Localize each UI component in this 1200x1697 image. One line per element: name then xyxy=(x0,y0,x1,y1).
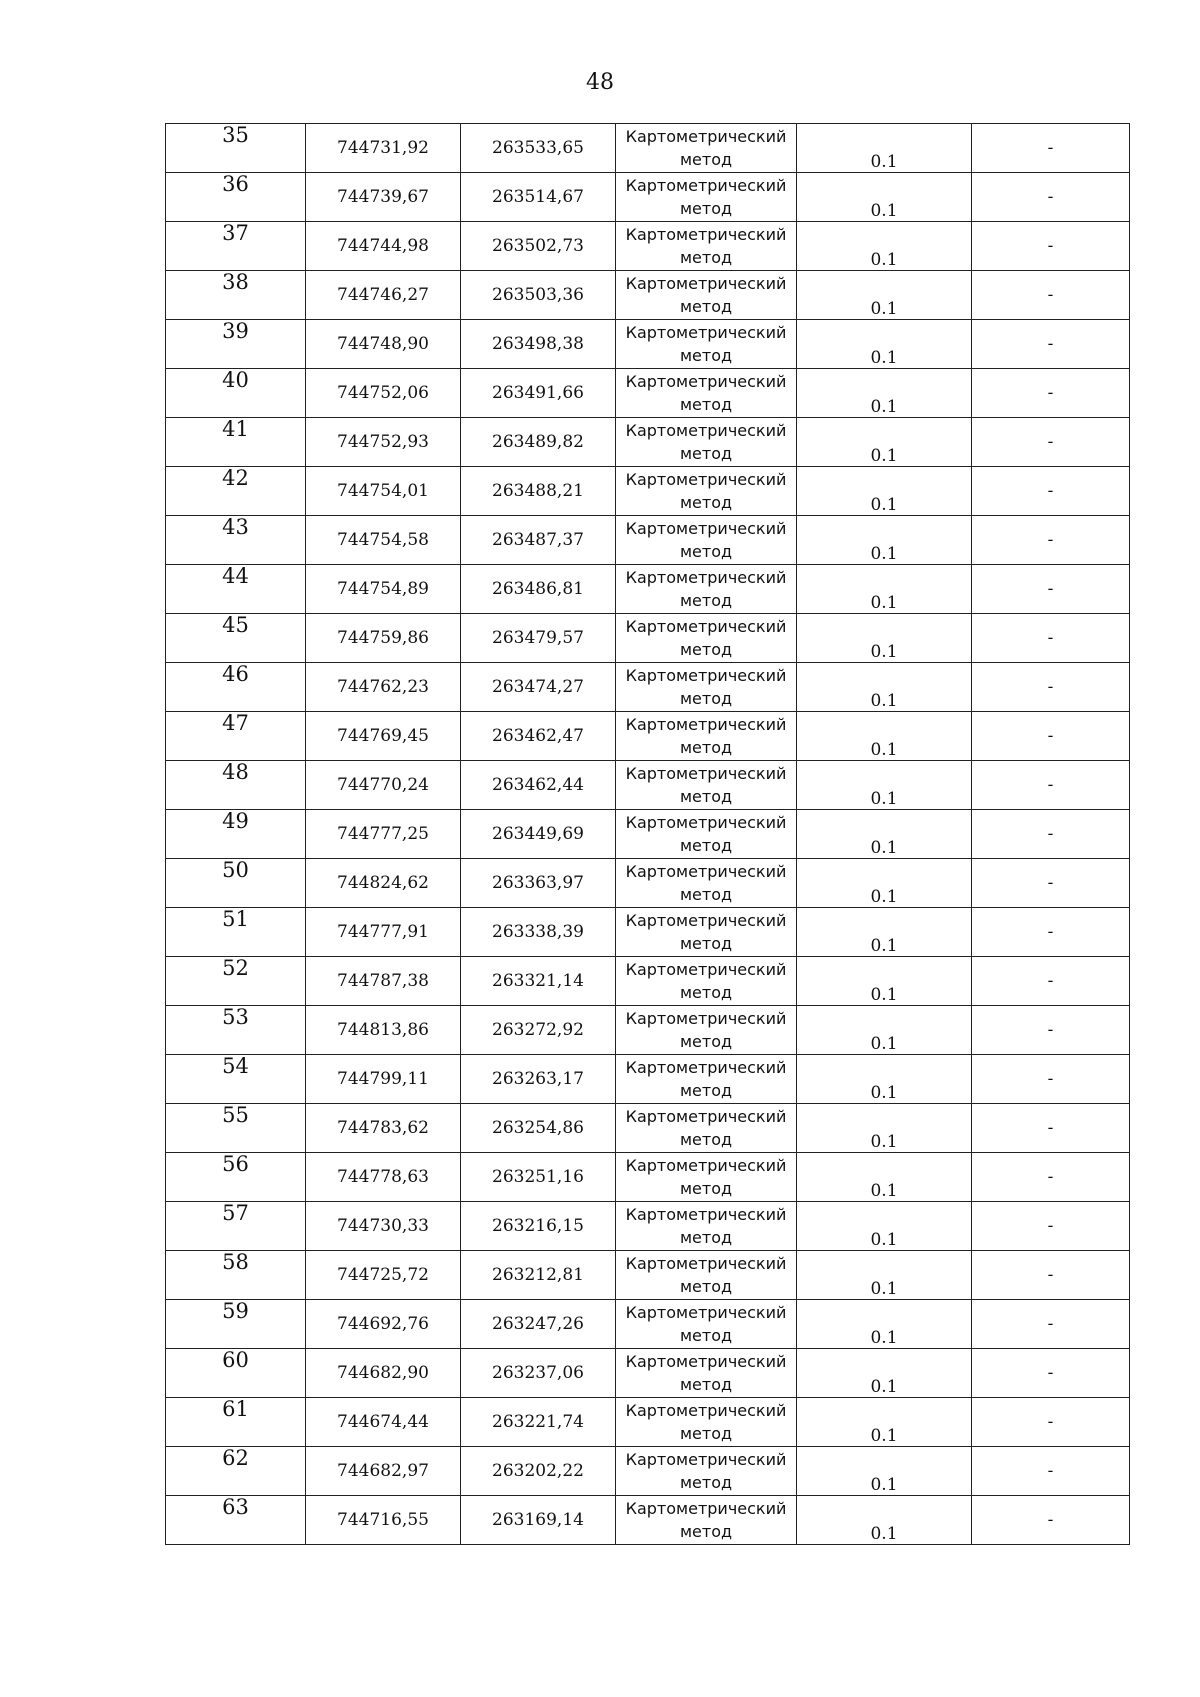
table-row xyxy=(166,761,1130,810)
method-cell xyxy=(616,1104,797,1153)
accuracy-cell: 0.1 xyxy=(797,1202,972,1251)
method-line-1: Картометрический xyxy=(625,470,787,489)
method-line-1: Картометрический xyxy=(625,323,787,342)
note-cell: - xyxy=(972,957,1130,1006)
y-coordinate-cell: 263169,14 xyxy=(461,1496,616,1545)
y-coordinate-cell: 263212,81 xyxy=(461,1251,616,1300)
table-row xyxy=(166,859,1130,908)
method-line-2: метод xyxy=(679,1228,733,1247)
note-cell: - xyxy=(972,565,1130,614)
table-row xyxy=(166,173,1130,222)
y-coordinate-cell: 263488,21 xyxy=(461,467,616,516)
x-coordinate-cell: 744748,90 xyxy=(306,320,461,369)
x-coordinate-cell: 744762,23 xyxy=(306,663,461,712)
table-row xyxy=(166,1251,1130,1300)
method-line-1: Картометрический xyxy=(625,1107,787,1126)
method-line-2: метод xyxy=(679,150,733,169)
accuracy-cell: 0.1 xyxy=(797,173,972,222)
method-line-1: Картометрический xyxy=(625,1254,787,1273)
accuracy-cell: 0.1 xyxy=(797,467,972,516)
accuracy-cell: 0.1 xyxy=(797,369,972,418)
point-number-cell: 58 xyxy=(166,1251,306,1300)
method-cell xyxy=(616,467,797,516)
method-line-2: метод xyxy=(679,1375,733,1394)
x-coordinate-cell: 744799,11 xyxy=(306,1055,461,1104)
note-cell: - xyxy=(972,614,1130,663)
method-line-2: метод xyxy=(679,1032,733,1051)
table-row xyxy=(166,1153,1130,1202)
method-cell xyxy=(616,516,797,565)
method-line-2: метод xyxy=(679,640,733,659)
y-coordinate-cell: 263247,26 xyxy=(461,1300,616,1349)
method-line-1: Картометрический xyxy=(625,1058,787,1077)
y-coordinate-cell: 263263,17 xyxy=(461,1055,616,1104)
point-number-cell: 44 xyxy=(166,565,306,614)
method-cell xyxy=(616,173,797,222)
note-cell: - xyxy=(972,1006,1130,1055)
method-cell xyxy=(616,1153,797,1202)
point-number-cell: 37 xyxy=(166,222,306,271)
method-line-1: Картометрический xyxy=(625,813,787,832)
y-coordinate-cell: 263491,66 xyxy=(461,369,616,418)
method-line-2: метод xyxy=(679,738,733,757)
point-number-cell: 36 xyxy=(166,173,306,222)
x-coordinate-cell: 744770,24 xyxy=(306,761,461,810)
table-row xyxy=(166,271,1130,320)
point-number-cell: 48 xyxy=(166,761,306,810)
method-line-1: Картометрический xyxy=(625,911,787,930)
table-row xyxy=(166,467,1130,516)
accuracy-cell: 0.1 xyxy=(797,1104,972,1153)
accuracy-cell: 0.1 xyxy=(797,222,972,271)
method-line-1: Картометрический xyxy=(625,421,787,440)
y-coordinate-cell: 263449,69 xyxy=(461,810,616,859)
table-row xyxy=(166,712,1130,761)
x-coordinate-cell: 744682,97 xyxy=(306,1447,461,1496)
method-cell xyxy=(616,1349,797,1398)
table-row xyxy=(166,810,1130,859)
x-coordinate-cell: 744813,86 xyxy=(306,1006,461,1055)
method-cell xyxy=(616,614,797,663)
y-coordinate-cell: 263251,16 xyxy=(461,1153,616,1202)
y-coordinate-cell: 263503,36 xyxy=(461,271,616,320)
method-cell xyxy=(616,565,797,614)
accuracy-cell: 0.1 xyxy=(797,565,972,614)
table-row xyxy=(166,1006,1130,1055)
note-cell: - xyxy=(972,418,1130,467)
table-row xyxy=(166,1447,1130,1496)
method-line-1: Картометрический xyxy=(625,176,787,195)
y-coordinate-cell: 263321,14 xyxy=(461,957,616,1006)
y-coordinate-cell: 263486,81 xyxy=(461,565,616,614)
x-coordinate-cell: 744674,44 xyxy=(306,1398,461,1447)
y-coordinate-cell: 263514,67 xyxy=(461,173,616,222)
method-line-1: Картометрический xyxy=(625,1205,787,1224)
x-coordinate-cell: 744716,55 xyxy=(306,1496,461,1545)
table-row xyxy=(166,957,1130,1006)
accuracy-cell: 0.1 xyxy=(797,663,972,712)
accuracy-cell: 0.1 xyxy=(797,1447,972,1496)
note-cell: - xyxy=(972,320,1130,369)
y-coordinate-cell: 263479,57 xyxy=(461,614,616,663)
table-row xyxy=(166,1496,1130,1545)
accuracy-cell: 0.1 xyxy=(797,1300,972,1349)
x-coordinate-cell: 744777,25 xyxy=(306,810,461,859)
table-row xyxy=(166,124,1130,173)
method-cell xyxy=(616,810,797,859)
x-coordinate-cell: 744754,89 xyxy=(306,565,461,614)
x-coordinate-cell: 744731,92 xyxy=(306,124,461,173)
method-line-1: Картометрический xyxy=(625,960,787,979)
x-coordinate-cell: 744730,33 xyxy=(306,1202,461,1251)
note-cell: - xyxy=(972,516,1130,565)
x-coordinate-cell: 744725,72 xyxy=(306,1251,461,1300)
method-line-1: Картометрический xyxy=(625,274,787,293)
x-coordinate-cell: 744777,91 xyxy=(306,908,461,957)
point-number-cell: 56 xyxy=(166,1153,306,1202)
x-coordinate-cell: 744759,86 xyxy=(306,614,461,663)
point-number-cell: 46 xyxy=(166,663,306,712)
point-number-cell: 54 xyxy=(166,1055,306,1104)
method-line-2: метод xyxy=(679,1277,733,1296)
table-row xyxy=(166,565,1130,614)
note-cell: - xyxy=(972,859,1130,908)
y-coordinate-cell: 263489,82 xyxy=(461,418,616,467)
y-coordinate-cell: 263363,97 xyxy=(461,859,616,908)
method-line-1: Картометрический xyxy=(625,1352,787,1371)
table-row xyxy=(166,614,1130,663)
method-cell xyxy=(616,1300,797,1349)
method-line-1: Картометрический xyxy=(625,1401,787,1420)
note-cell: - xyxy=(972,810,1130,859)
note-cell: - xyxy=(972,908,1130,957)
method-cell xyxy=(616,1055,797,1104)
y-coordinate-cell: 263498,38 xyxy=(461,320,616,369)
accuracy-cell: 0.1 xyxy=(797,320,972,369)
accuracy-cell: 0.1 xyxy=(797,712,972,761)
point-number-cell: 39 xyxy=(166,320,306,369)
method-line-1: Картометрический xyxy=(625,617,787,636)
point-number-cell: 41 xyxy=(166,418,306,467)
x-coordinate-cell: 744692,76 xyxy=(306,1300,461,1349)
table-row xyxy=(166,1349,1130,1398)
table-row xyxy=(166,1055,1130,1104)
method-line-1: Картометрический xyxy=(625,1156,787,1175)
method-line-2: метод xyxy=(679,885,733,904)
x-coordinate-cell: 744783,62 xyxy=(306,1104,461,1153)
method-cell xyxy=(616,369,797,418)
point-number-cell: 45 xyxy=(166,614,306,663)
y-coordinate-cell: 263502,73 xyxy=(461,222,616,271)
method-line-1: Картометрический xyxy=(625,1303,787,1322)
note-cell: - xyxy=(972,1349,1130,1398)
method-cell xyxy=(616,908,797,957)
table-row xyxy=(166,222,1130,271)
method-line-2: метод xyxy=(679,395,733,414)
method-line-2: метод xyxy=(679,591,733,610)
method-cell xyxy=(616,1447,797,1496)
accuracy-cell: 0.1 xyxy=(797,1055,972,1104)
x-coordinate-cell: 744739,67 xyxy=(306,173,461,222)
point-number-cell: 49 xyxy=(166,810,306,859)
y-coordinate-cell: 263216,15 xyxy=(461,1202,616,1251)
method-line-2: метод xyxy=(679,248,733,267)
table-row xyxy=(166,1300,1130,1349)
method-line-2: метод xyxy=(679,346,733,365)
accuracy-cell: 0.1 xyxy=(797,810,972,859)
accuracy-cell: 0.1 xyxy=(797,1496,972,1545)
y-coordinate-cell: 263254,86 xyxy=(461,1104,616,1153)
method-line-2: метод xyxy=(679,1326,733,1345)
accuracy-cell: 0.1 xyxy=(797,614,972,663)
note-cell: - xyxy=(972,1055,1130,1104)
accuracy-cell: 0.1 xyxy=(797,271,972,320)
table-row xyxy=(166,908,1130,957)
y-coordinate-cell: 263462,44 xyxy=(461,761,616,810)
x-coordinate-cell: 744682,90 xyxy=(306,1349,461,1398)
table-row xyxy=(166,663,1130,712)
accuracy-cell: 0.1 xyxy=(797,1251,972,1300)
method-line-2: метод xyxy=(679,787,733,806)
method-line-1: Картометрический xyxy=(625,666,787,685)
method-line-2: метод xyxy=(679,836,733,855)
method-line-2: метод xyxy=(679,1424,733,1443)
table-row xyxy=(166,1202,1130,1251)
note-cell: - xyxy=(972,1398,1130,1447)
method-line-1: Картометрический xyxy=(625,568,787,587)
point-number-cell: 52 xyxy=(166,957,306,1006)
point-number-cell: 62 xyxy=(166,1447,306,1496)
accuracy-cell: 0.1 xyxy=(797,1349,972,1398)
coordinates-table-body xyxy=(166,124,1130,1545)
point-number-cell: 59 xyxy=(166,1300,306,1349)
method-cell xyxy=(616,1251,797,1300)
method-line-1: Картометрический xyxy=(625,1009,787,1028)
note-cell: - xyxy=(972,712,1130,761)
accuracy-cell: 0.1 xyxy=(797,1006,972,1055)
page-number: 48 xyxy=(586,70,614,95)
table-row xyxy=(166,320,1130,369)
point-number-cell: 55 xyxy=(166,1104,306,1153)
x-coordinate-cell: 744744,98 xyxy=(306,222,461,271)
point-number-cell: 42 xyxy=(166,467,306,516)
accuracy-cell: 0.1 xyxy=(797,1398,972,1447)
accuracy-cell: 0.1 xyxy=(797,859,972,908)
method-line-1: Картометрический xyxy=(625,127,787,146)
method-line-2: метод xyxy=(679,1130,733,1149)
note-cell: - xyxy=(972,271,1130,320)
method-line-2: метод xyxy=(679,983,733,1002)
accuracy-cell: 0.1 xyxy=(797,761,972,810)
method-line-2: метод xyxy=(679,1081,733,1100)
note-cell: - xyxy=(972,1300,1130,1349)
table-row xyxy=(166,418,1130,467)
note-cell: - xyxy=(972,1496,1130,1545)
note-cell: - xyxy=(972,1447,1130,1496)
x-coordinate-cell: 744752,93 xyxy=(306,418,461,467)
method-line-1: Картометрический xyxy=(625,1499,787,1518)
note-cell: - xyxy=(972,1202,1130,1251)
x-coordinate-cell: 744824,62 xyxy=(306,859,461,908)
y-coordinate-cell: 263272,92 xyxy=(461,1006,616,1055)
point-number-cell: 50 xyxy=(166,859,306,908)
method-line-1: Картометрический xyxy=(625,715,787,734)
method-cell xyxy=(616,418,797,467)
point-number-cell: 43 xyxy=(166,516,306,565)
method-cell xyxy=(616,761,797,810)
method-line-2: метод xyxy=(679,493,733,512)
method-line-1: Картометрический xyxy=(625,1450,787,1469)
y-coordinate-cell: 263338,39 xyxy=(461,908,616,957)
method-line-2: метод xyxy=(679,1522,733,1541)
point-number-cell: 61 xyxy=(166,1398,306,1447)
accuracy-cell: 0.1 xyxy=(797,418,972,467)
note-cell: - xyxy=(972,222,1130,271)
method-cell xyxy=(616,859,797,908)
x-coordinate-cell: 744754,01 xyxy=(306,467,461,516)
x-coordinate-cell: 744754,58 xyxy=(306,516,461,565)
note-cell: - xyxy=(972,369,1130,418)
method-cell xyxy=(616,271,797,320)
y-coordinate-cell: 263202,22 xyxy=(461,1447,616,1496)
y-coordinate-cell: 263474,27 xyxy=(461,663,616,712)
accuracy-cell: 0.1 xyxy=(797,908,972,957)
method-cell xyxy=(616,957,797,1006)
method-cell xyxy=(616,663,797,712)
accuracy-cell: 0.1 xyxy=(797,1153,972,1202)
note-cell: - xyxy=(972,761,1130,810)
point-number-cell: 60 xyxy=(166,1349,306,1398)
method-line-2: метод xyxy=(679,1179,733,1198)
y-coordinate-cell: 263462,47 xyxy=(461,712,616,761)
table-row xyxy=(166,516,1130,565)
x-coordinate-cell: 744778,63 xyxy=(306,1153,461,1202)
table-row xyxy=(166,1398,1130,1447)
method-line-2: метод xyxy=(679,297,733,316)
accuracy-cell: 0.1 xyxy=(797,957,972,1006)
note-cell: - xyxy=(972,1153,1130,1202)
point-number-cell: 47 xyxy=(166,712,306,761)
method-line-1: Картометрический xyxy=(625,225,787,244)
note-cell: - xyxy=(972,663,1130,712)
accuracy-cell: 0.1 xyxy=(797,516,972,565)
method-cell xyxy=(616,124,797,173)
note-cell: - xyxy=(972,1251,1130,1300)
method-line-2: метод xyxy=(679,689,733,708)
method-cell xyxy=(616,222,797,271)
method-cell xyxy=(616,1006,797,1055)
y-coordinate-cell: 263533,65 xyxy=(461,124,616,173)
method-cell xyxy=(616,1496,797,1545)
note-cell: - xyxy=(972,124,1130,173)
method-cell xyxy=(616,320,797,369)
coordinates-table xyxy=(165,123,1130,1545)
point-number-cell: 40 xyxy=(166,369,306,418)
point-number-cell: 51 xyxy=(166,908,306,957)
point-number-cell: 38 xyxy=(166,271,306,320)
table-row xyxy=(166,369,1130,418)
x-coordinate-cell: 744787,38 xyxy=(306,957,461,1006)
method-line-2: метод xyxy=(679,934,733,953)
method-line-2: метод xyxy=(679,1473,733,1492)
note-cell: - xyxy=(972,173,1130,222)
method-cell xyxy=(616,1398,797,1447)
method-cell xyxy=(616,1202,797,1251)
method-line-1: Картометрический xyxy=(625,372,787,391)
method-line-2: метод xyxy=(679,444,733,463)
x-coordinate-cell: 744769,45 xyxy=(306,712,461,761)
x-coordinate-cell: 744746,27 xyxy=(306,271,461,320)
method-line-1: Картометрический xyxy=(625,519,787,538)
method-line-2: метод xyxy=(679,542,733,561)
method-cell xyxy=(616,712,797,761)
point-number-cell: 57 xyxy=(166,1202,306,1251)
accuracy-cell: 0.1 xyxy=(797,124,972,173)
method-line-1: Картометрический xyxy=(625,862,787,881)
point-number-cell: 53 xyxy=(166,1006,306,1055)
y-coordinate-cell: 263237,06 xyxy=(461,1349,616,1398)
note-cell: - xyxy=(972,1104,1130,1153)
table-row xyxy=(166,1104,1130,1153)
note-cell: - xyxy=(972,467,1130,516)
point-number-cell: 63 xyxy=(166,1496,306,1545)
method-line-1: Картометрический xyxy=(625,764,787,783)
y-coordinate-cell: 263221,74 xyxy=(461,1398,616,1447)
y-coordinate-cell: 263487,37 xyxy=(461,516,616,565)
x-coordinate-cell: 744752,06 xyxy=(306,369,461,418)
point-number-cell: 35 xyxy=(166,124,306,173)
method-line-2: метод xyxy=(679,199,733,218)
